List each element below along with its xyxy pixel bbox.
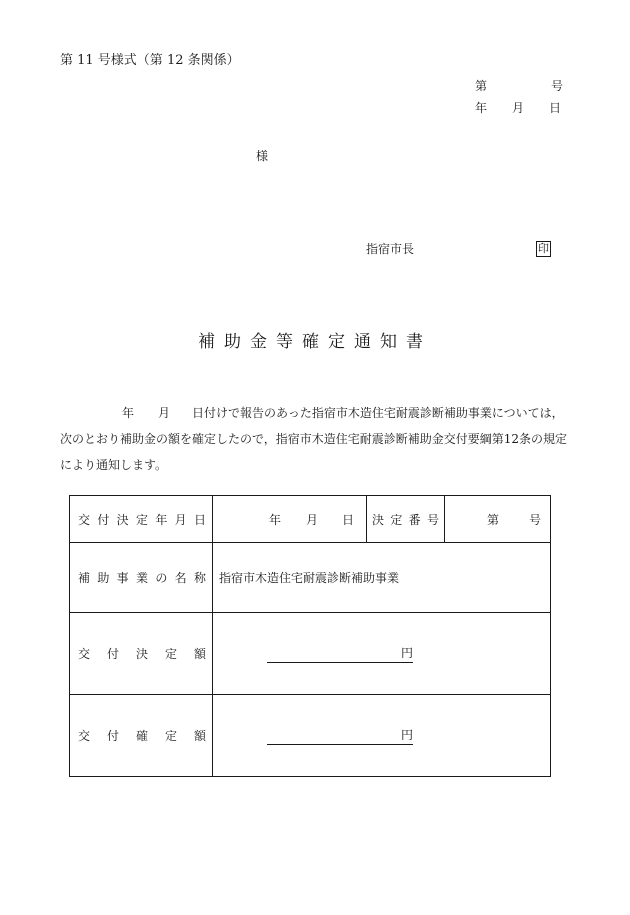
issue-date-year: 年 [475, 101, 488, 115]
seal-mark: 印 [538, 242, 549, 255]
project-name-value: 指宿市木造住宅耐震診断補助事業 [213, 543, 551, 613]
decision-date-cell [213, 496, 367, 543]
body-month: 月 [158, 406, 171, 420]
decision-number-suffix: 号 [529, 513, 542, 527]
issue-date-month: 月 [512, 101, 525, 115]
table-row-decision-date [70, 496, 551, 543]
document-number-suffix: 号 [551, 79, 564, 93]
label-decided-amount: 交付決定額 [70, 613, 213, 695]
label-decision-date: 交付決定年月日 [70, 496, 213, 543]
table-row-confirmed-amount [70, 695, 551, 777]
label-project-name: 補助事業の名称 [70, 543, 213, 613]
notice-body [60, 400, 572, 478]
issuer-name: 指宿市長 [366, 242, 415, 256]
decided-amount-unit: 円 [400, 646, 413, 660]
document-number-prefix: 第 [475, 79, 488, 93]
body-year: 年 [122, 406, 135, 420]
confirmation-table [69, 495, 551, 777]
label-decision-number: 決定番号 [367, 496, 445, 543]
confirmed-amount-cell [213, 695, 551, 777]
addressee-honorific: 様 [256, 149, 269, 163]
table-row-project-name [70, 543, 551, 613]
decided-amount-field [267, 644, 413, 663]
label-confirmed-amount: 交付確定額 [70, 695, 213, 777]
document-title: 補助金等確定通知書 [198, 332, 432, 352]
confirmed-amount-field [267, 726, 413, 745]
body-text: 日付けで報告のあった指宿市木造住宅耐震診断補助事業については，次のとおり補助金の額を確定したので，指宿市木造住宅耐震診断補助金交付要綱第12条の規定により通知します。 [60, 406, 568, 472]
decision-number-cell [445, 496, 551, 543]
decision-number-prefix: 第 [487, 513, 500, 527]
issue-date-day: 日 [549, 101, 562, 115]
table-row-decided-amount [70, 613, 551, 695]
decision-year-label: 年 [269, 513, 282, 527]
decided-amount-cell [213, 613, 551, 695]
decision-day-label: 日 [342, 513, 355, 527]
form-number-label: 第 11 号様式（第 12 条関係） [60, 53, 240, 68]
decision-month-label: 月 [306, 513, 319, 527]
confirmed-amount-unit: 円 [400, 728, 413, 742]
